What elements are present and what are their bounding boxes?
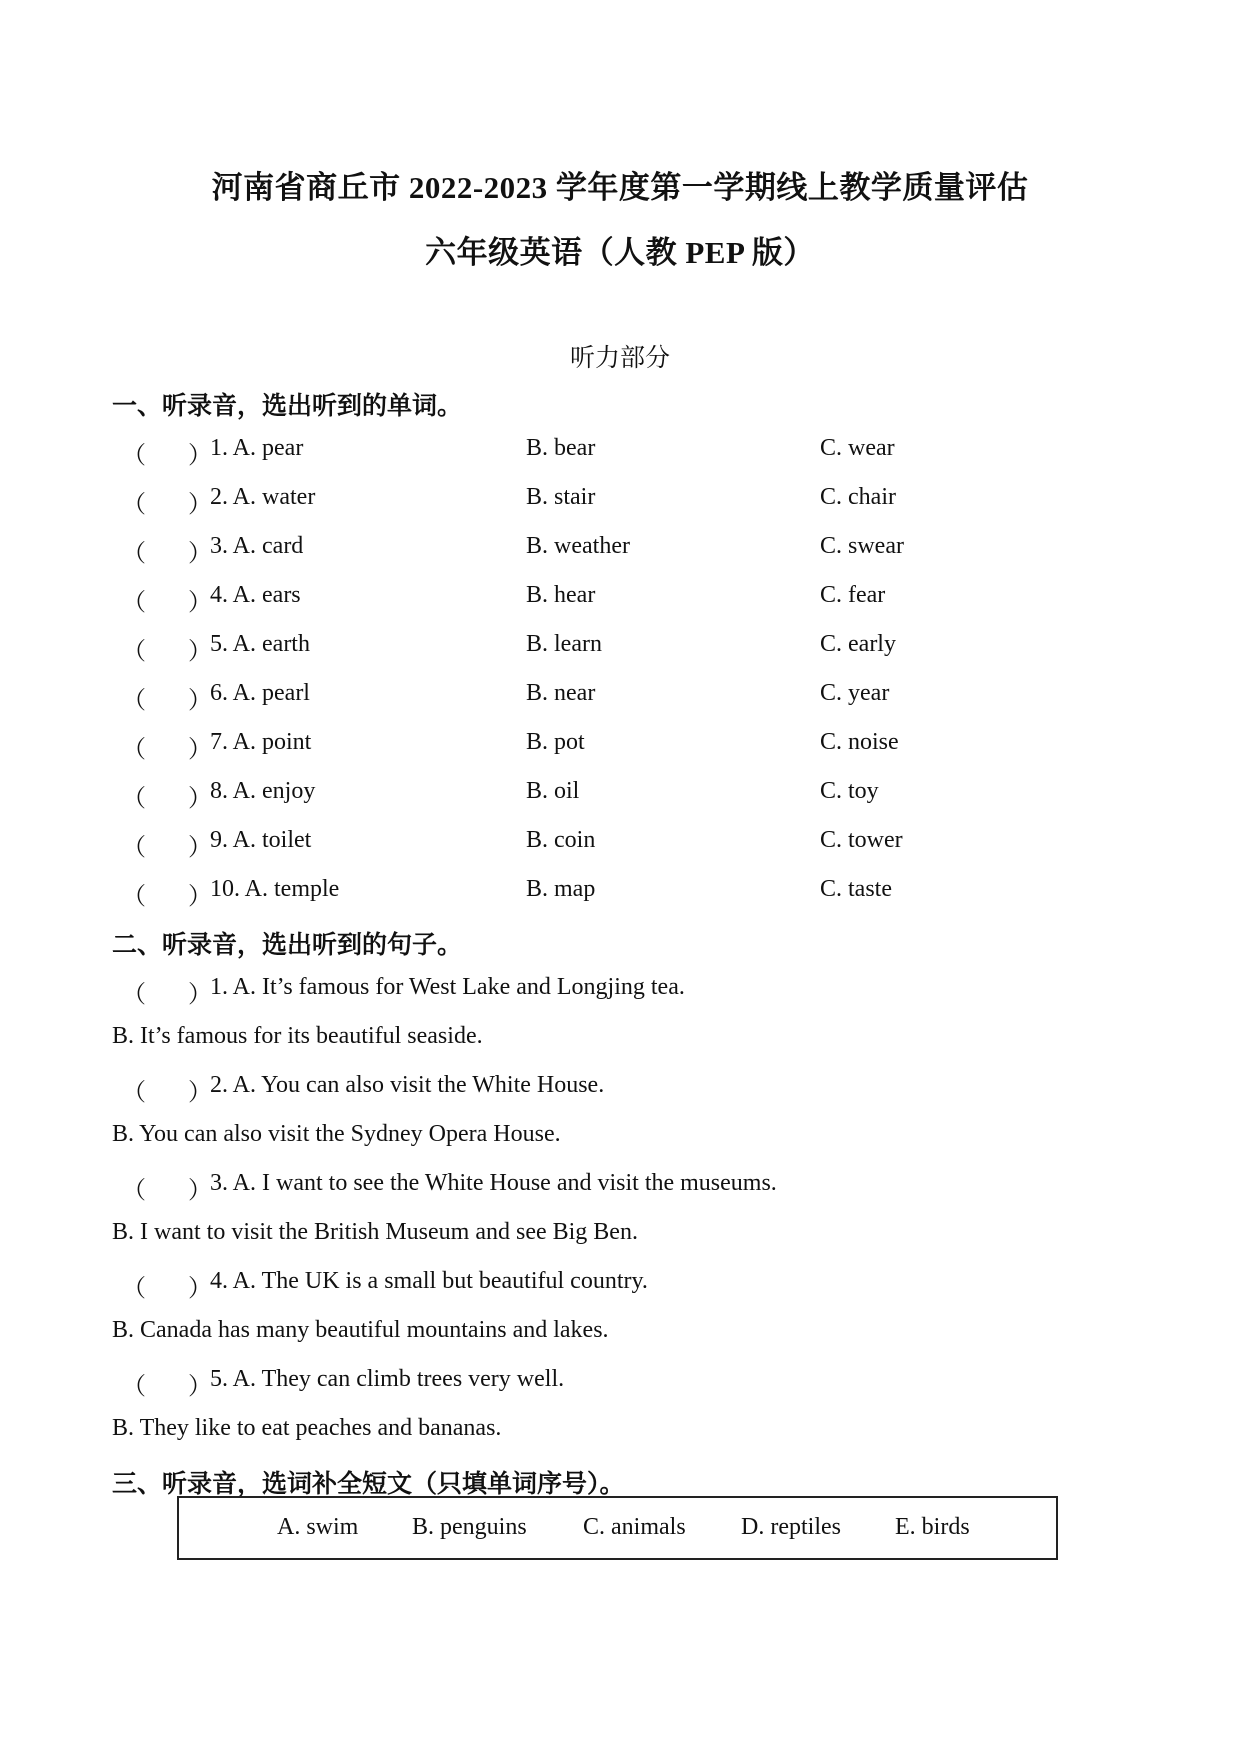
option-c: C. noise bbox=[820, 729, 899, 755]
answer-paren-close: ） bbox=[188, 1080, 212, 1106]
answer-paren-close: ） bbox=[188, 884, 212, 910]
option-c: C. taste bbox=[820, 876, 892, 902]
answer-paren-close: ） bbox=[188, 982, 212, 1008]
option-a: 1. A. pear bbox=[210, 435, 304, 461]
answer-paren-close: ） bbox=[188, 786, 212, 812]
answer-paren-open: （ bbox=[122, 982, 146, 1008]
word-question-row bbox=[0, 533, 1240, 567]
answer-paren-open: （ bbox=[122, 492, 146, 518]
answer-paren-close: ） bbox=[188, 835, 212, 861]
option-c: C. early bbox=[820, 631, 896, 657]
answer-paren-open: （ bbox=[122, 1276, 146, 1302]
option-b: B. weather bbox=[526, 533, 630, 559]
answer-paren-close: ） bbox=[188, 1178, 212, 1204]
option-c: C. tower bbox=[820, 827, 903, 853]
answer-paren-open: （ bbox=[122, 1080, 146, 1106]
option-b: B. pot bbox=[526, 729, 585, 755]
answer-paren-close: ） bbox=[188, 737, 212, 763]
option-a: 8. A. enjoy bbox=[210, 778, 316, 804]
sentence-option-b: B. It’s famous for its beautiful seaside. bbox=[112, 1023, 483, 1049]
answer-paren-close: ） bbox=[188, 1276, 212, 1302]
sentence-question-row bbox=[0, 974, 1240, 1008]
word-question-row bbox=[0, 484, 1240, 518]
word-bank-box bbox=[177, 1496, 1058, 1560]
sentence-option-b: B. They like to eat peaches and bananas. bbox=[112, 1415, 502, 1441]
option-a: 3. A. card bbox=[210, 533, 304, 559]
word-bank-item: A. swim bbox=[277, 1514, 359, 1540]
word-bank-item: C. animals bbox=[583, 1514, 686, 1540]
option-a: 5. A. earth bbox=[210, 631, 310, 657]
sentence-option-a: 3. A. I want to see the White House and visit the museums. bbox=[210, 1170, 777, 1196]
sentence-option-a: 4. A. The UK is a small but beautiful country. bbox=[210, 1268, 648, 1294]
answer-paren-open: （ bbox=[122, 590, 146, 616]
word-question-row bbox=[0, 435, 1240, 469]
part-label: 听力部分 bbox=[569, 345, 670, 372]
word-question-row bbox=[0, 827, 1240, 861]
answer-paren-open: （ bbox=[122, 884, 146, 910]
option-c: C. fear bbox=[820, 582, 886, 608]
sentence-option-a: 1. A. It’s famous for West Lake and Longjing tea. bbox=[210, 974, 685, 1000]
section-1-heading: 一、听录音，选出听到的单词。 bbox=[112, 393, 463, 420]
page-title: 河南省商丘市 2022-2023 学年度第一学期线上教学质量评估 bbox=[211, 170, 1029, 205]
sentence-option-a: 5. A. They can climb trees very well. bbox=[210, 1366, 565, 1392]
option-b: B. coin bbox=[526, 827, 596, 853]
option-a: 4. A. ears bbox=[210, 582, 301, 608]
section-3-heading: 三、听录音，选词补全短文（只填单词序号）。 bbox=[112, 1471, 625, 1498]
answer-paren-close: ） bbox=[188, 590, 212, 616]
option-c: C. toy bbox=[820, 778, 879, 804]
option-a: 10. A. temple bbox=[210, 876, 340, 902]
option-b: B. near bbox=[526, 680, 596, 706]
sentence-question-row bbox=[0, 1268, 1240, 1302]
answer-paren-close: ） bbox=[188, 492, 212, 518]
option-b: B. learn bbox=[526, 631, 602, 657]
word-bank-item: E. birds bbox=[895, 1514, 970, 1540]
sentence-option-b: B. You can also visit the Sydney Opera House. bbox=[112, 1121, 561, 1147]
option-a: 7. A. point bbox=[210, 729, 312, 755]
option-a: 6. A. pearl bbox=[210, 680, 310, 706]
answer-paren-open: （ bbox=[122, 786, 146, 812]
option-b: B. hear bbox=[526, 582, 596, 608]
answer-paren-close: ） bbox=[188, 1374, 212, 1400]
answer-paren-open: （ bbox=[122, 1178, 146, 1204]
option-b: B. stair bbox=[526, 484, 596, 510]
section-2-heading: 二、听录音，选出听到的句子。 bbox=[112, 932, 463, 959]
word-bank-item: D. reptiles bbox=[741, 1514, 841, 1540]
option-b: B. bear bbox=[526, 435, 596, 461]
answer-paren-open: （ bbox=[122, 835, 146, 861]
answer-paren-close: ） bbox=[188, 639, 212, 665]
sentence-option-b: B. Canada has many beautiful mountains and lakes. bbox=[112, 1317, 609, 1343]
word-question-row bbox=[0, 680, 1240, 714]
page-subtitle: 六年级英语（人教 PEP 版） bbox=[425, 235, 815, 270]
option-c: C. wear bbox=[820, 435, 895, 461]
option-b: B. map bbox=[526, 876, 596, 902]
option-c: C. year bbox=[820, 680, 890, 706]
answer-paren-open: （ bbox=[122, 541, 146, 567]
word-question-row bbox=[0, 582, 1240, 616]
answer-paren-open: （ bbox=[122, 737, 146, 763]
sentence-question-row bbox=[0, 1366, 1240, 1400]
option-a: 2. A. water bbox=[210, 484, 316, 510]
word-question-row bbox=[0, 631, 1240, 665]
answer-paren-open: （ bbox=[122, 443, 146, 469]
sentence-question-row bbox=[0, 1072, 1240, 1106]
answer-paren-close: ） bbox=[188, 443, 212, 469]
option-a: 9. A. toilet bbox=[210, 827, 312, 853]
word-question-row bbox=[0, 778, 1240, 812]
sentence-option-a: 2. A. You can also visit the White House. bbox=[210, 1072, 605, 1098]
option-c: C. swear bbox=[820, 533, 904, 559]
option-c: C. chair bbox=[820, 484, 896, 510]
word-question-row bbox=[0, 876, 1240, 910]
answer-paren-open: （ bbox=[122, 639, 146, 665]
option-b: B. oil bbox=[526, 778, 580, 804]
sentence-question-row bbox=[0, 1170, 1240, 1204]
answer-paren-close: ） bbox=[188, 541, 212, 567]
sentence-option-b: B. I want to visit the British Museum and see Big Ben. bbox=[112, 1219, 638, 1245]
word-question-row bbox=[0, 729, 1240, 763]
answer-paren-open: （ bbox=[122, 1374, 146, 1400]
word-bank-item: B. penguins bbox=[412, 1514, 527, 1540]
answer-paren-close: ） bbox=[188, 688, 212, 714]
answer-paren-open: （ bbox=[122, 688, 146, 714]
